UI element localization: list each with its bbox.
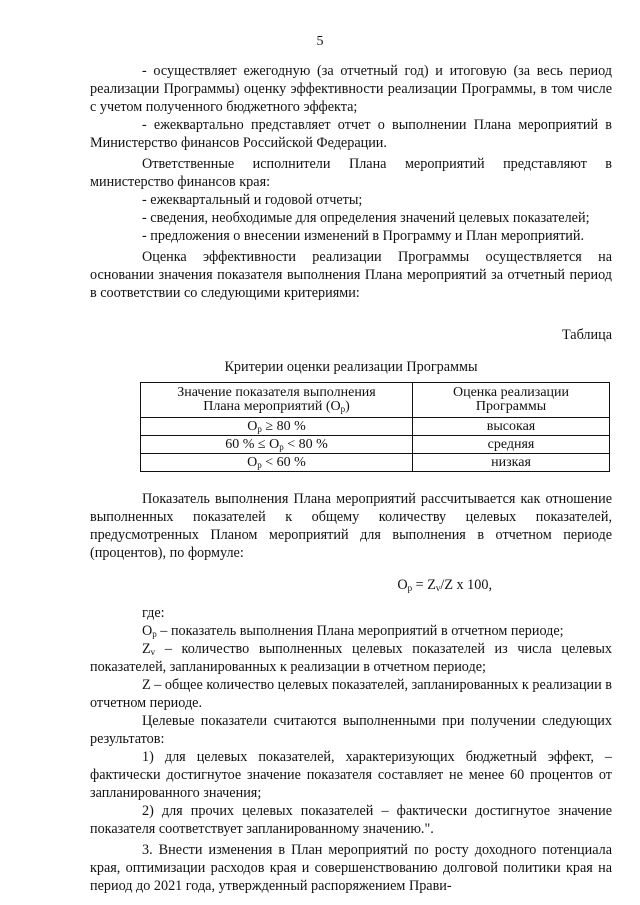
table-cell: низкая — [413, 454, 610, 472]
definition: Z – общее количество целевых показателей, запланированных к реализации в отчетном периоде. — [90, 677, 612, 711]
where-label: где: — [142, 605, 165, 621]
formula: $O_p = Z_v/Z$ x 100, — [397, 577, 492, 593]
paragraph: - ежеквартальный и годовой отчеты; — [142, 192, 363, 208]
table-header-row — [141, 383, 610, 418]
table-row — [141, 454, 610, 472]
criteria-table — [140, 382, 610, 472]
table-cell: 60 % ≤ $O_p < 80$ % — [141, 436, 413, 454]
table-cell: средняя — [413, 436, 610, 454]
paragraph: 3. Внести изменения в План мероприятий по росту доходного потенциала края, оптимизации расходов края и совершенствованию долговой политики края на период до 2021 года, утвержденный распоряжением Прави- — [90, 842, 612, 894]
paragraph: Целевые показатели считаются выполненными при получении следующих результатов: — [90, 713, 612, 747]
definition: $Z_v$ – количество выполненных целевых показателей из числа целевых показателей, запланированных к реализации в отчетном периоде; — [90, 641, 612, 675]
document-body — [90, 62, 612, 895]
paragraph: - осуществляет ежегодную (за отчетный год) и итоговую (за весь период реализации Программы) оценку эффективности реализации Программы, в том числе с учетом полученного бюджетного эффекта; — [90, 63, 612, 115]
paragraph: 2) для прочих целевых показателей – фактически достигнутое значение показателя соответствует запланированному значению.". — [90, 803, 612, 837]
page-number: 5 — [316, 34, 324, 49]
paragraph: Оценка эффективности реализации Программы осуществляется на основании значения показателя выполнения Плана мероприятий за отчетный период в соответствии со следующими критериями: — [90, 249, 612, 301]
table-header-cell: Значение показателя выполнения Плана мероприятий $(O_p)$ — [141, 383, 413, 418]
table-title: Критерии оценки реализации Программы — [224, 359, 478, 375]
table-row — [141, 418, 610, 436]
paragraph: - ежеквартально представляет отчет о выполнении Плана мероприятий в Министерство финансов Российской Федерации. — [90, 117, 612, 151]
table-cell: высокая — [413, 418, 610, 436]
table-row — [141, 436, 610, 454]
table-cell: $O_p \ge 80$ % — [141, 418, 413, 436]
table-label: Таблица — [561, 327, 612, 343]
paragraph: 1) для целевых показателей, характеризующих бюджетный эффект, – фактически достигнутое значение показателя составляет не менее 60 процентов от запланированного значения; — [90, 749, 612, 801]
table-cell: $O_p < 60$ % — [141, 454, 413, 472]
definition: $O_p$ – показатель выполнения Плана мероприятий в отчетном периоде; — [142, 623, 564, 639]
paragraph: Ответственные исполнители Плана мероприятий представляют в министерство финансов края: — [90, 156, 612, 190]
paragraph: - предложения о внесении изменений в Программу и План мероприятий. — [142, 228, 585, 244]
paragraph: Показатель выполнения Плана мероприятий рассчитывается как отношение выполненных показателей к общему количеству целевых показателей, предусмотренных Планом мероприятий для выполнения в отчетном периоде (процентов), по формуле: — [90, 491, 612, 561]
table-header-cell: Оценка реализации Программы — [413, 383, 610, 418]
paragraph: - сведения, необходимые для определения значений целевых показателей; — [142, 210, 590, 226]
